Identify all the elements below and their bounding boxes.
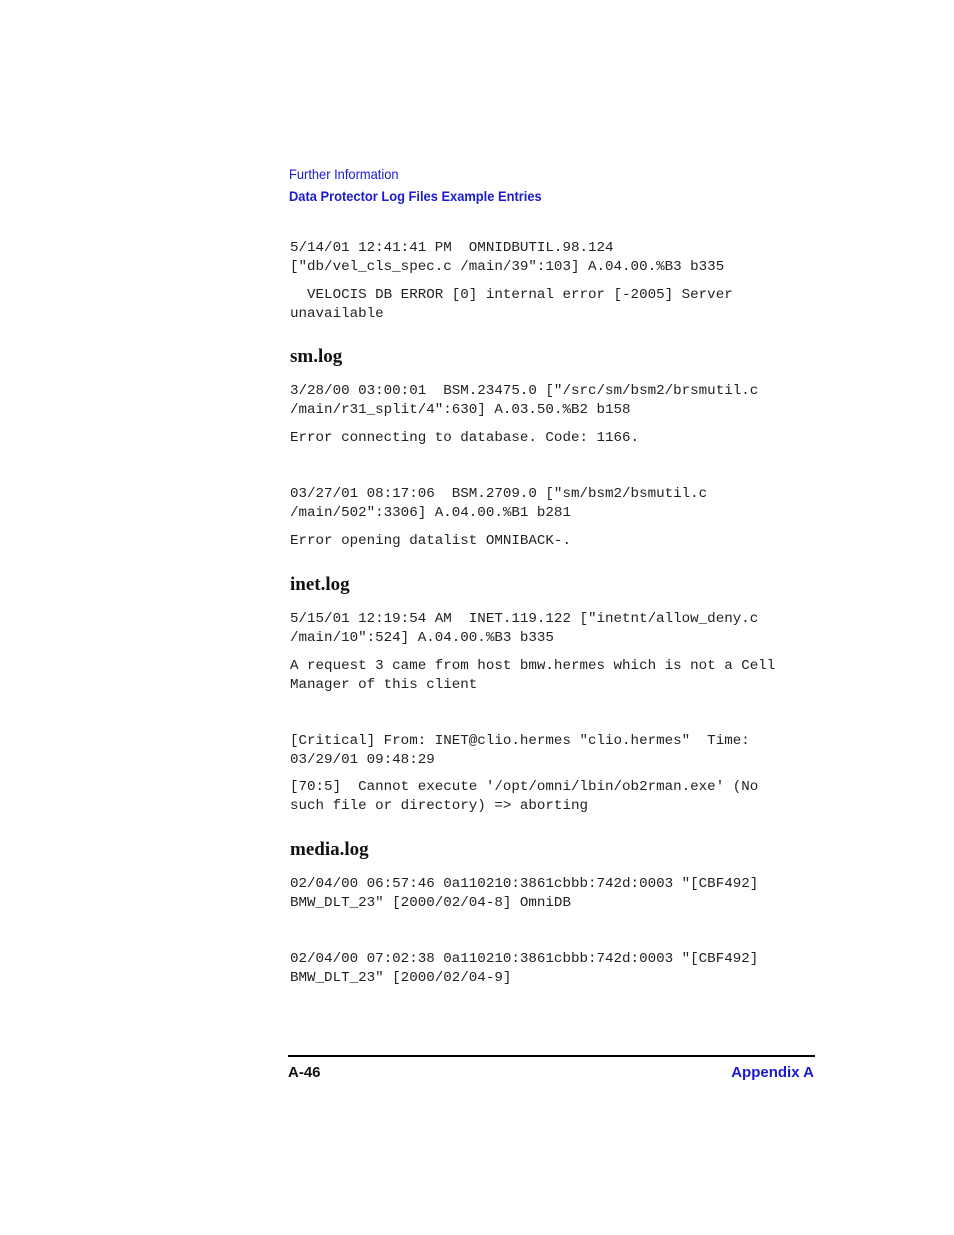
log-entry-inet: 5/15/01 12:19:54 AM INET.119.122 ["inetnt/allow_deny.c /main/10":524] A.04.00.%B3 b335	[290, 611, 759, 646]
running-header-section: Further Information	[289, 166, 399, 182]
log-entry-bsm-1: 3/28/00 03:00:01 BSM.23475.0 ["/src/sm/bsm2/brsmutil.c /main/r31_split/4":630] A.03.50.%B2 b158	[290, 383, 759, 418]
log-entry-media-2: 02/04/00 07:02:38 0a110210:3861cbbb:742d:0003 "[CBF492] BMW_DLT_23" [2000/02/04-9]	[290, 951, 759, 986]
log-message-request-host: A request 3 came from host bmw.hermes which is not a Cell Manager of this client	[290, 658, 776, 693]
heading-media-log: media.log	[290, 839, 369, 860]
log-entry-critical: [Critical] From: INET@clio.hermes "clio.hermes" Time: 03/29/01 09:48:29	[290, 733, 750, 768]
heading-sm-log: sm.log	[290, 346, 343, 367]
log-entry-bsm-2: 03/27/01 08:17:06 BSM.2709.0 ["sm/bsm2/bsmutil.c /main/502":3306] A.04.00.%B1 b281	[290, 486, 708, 521]
footer-section-name: Appendix A	[731, 1064, 814, 1081]
log-message-datalist-error: Error opening datalist OMNIBACK-.	[290, 533, 571, 549]
footer-divider	[288, 1055, 815, 1057]
log-entry-omnidbutil: 5/14/01 12:41:41 PM OMNIDBUTIL.98.124 ["db/vel_cls_spec.c /main/39":103] A.04.00.%B3 b335	[290, 240, 725, 275]
page-number: A-46	[288, 1064, 321, 1081]
heading-inet-log: inet.log	[290, 574, 350, 595]
log-message-db-connect-error: Error connecting to database. Code: 1166.	[290, 430, 640, 446]
log-message-velocis-error: VELOCIS DB ERROR [0] internal error [-2005] Server unavailable	[290, 287, 733, 322]
log-message-cannot-execute: [70:5] Cannot execute '/opt/omni/lbin/ob2rman.exe' (No such file or directory) => aborting	[290, 779, 759, 814]
running-header-subsection: Data Protector Log Files Example Entries	[289, 188, 542, 204]
log-entry-media-1: 02/04/00 06:57:46 0a110210:3861cbbb:742d:0003 "[CBF492] BMW_DLT_23" [2000/02/04-8] OmniDB	[290, 876, 759, 911]
